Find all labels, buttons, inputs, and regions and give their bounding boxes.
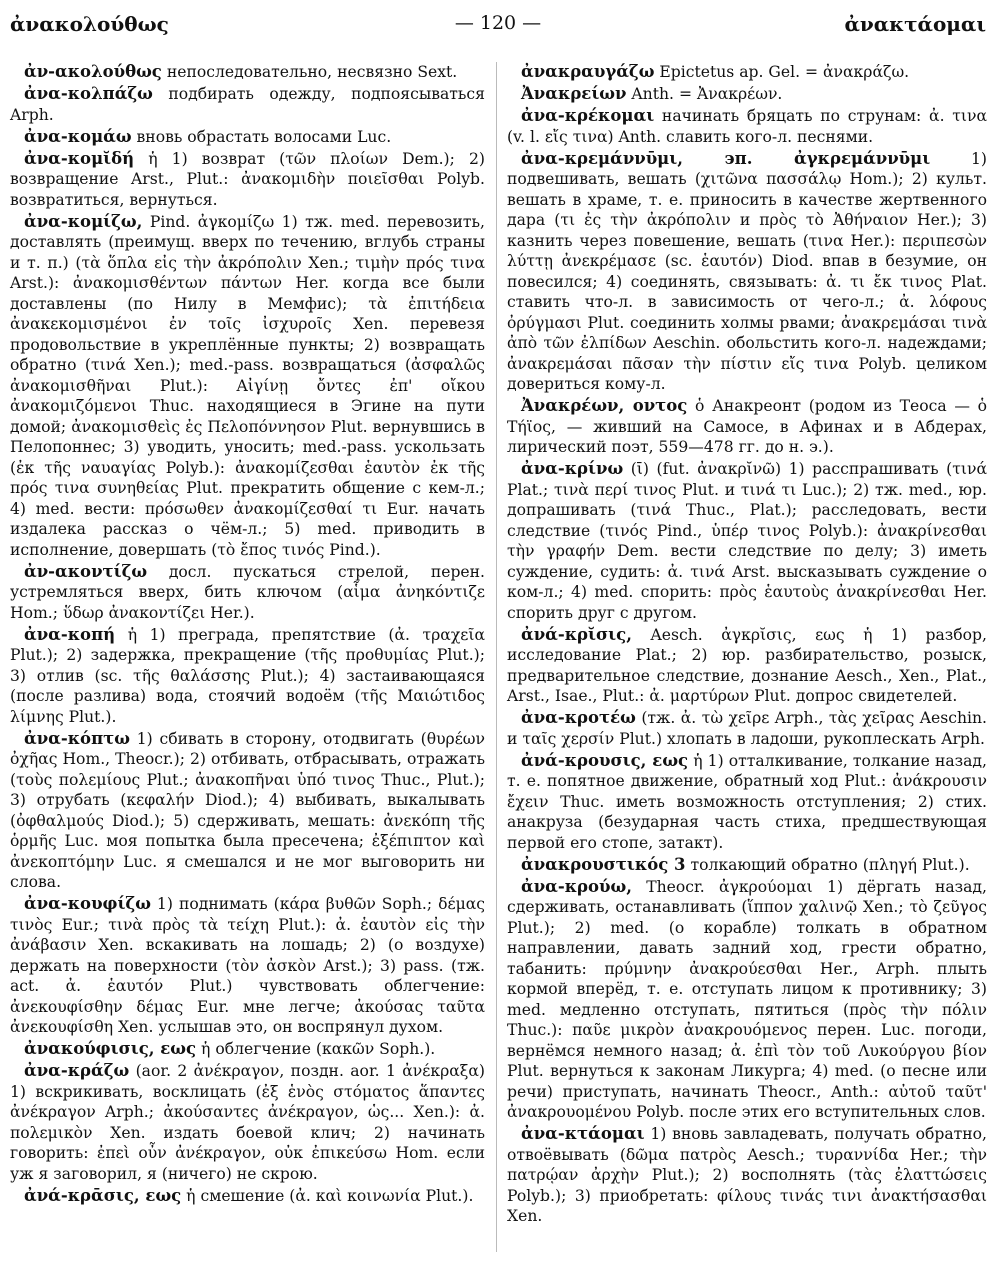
- dictionary-entry: [10, 1186, 485, 1207]
- entry-definition: вновь обрастать волосами Luc.: [131, 127, 392, 146]
- header-left-guide-word: ἀνακολούθως: [10, 12, 169, 36]
- dictionary-entry: [10, 1061, 485, 1184]
- entry-definition: толкающий обратно (πληγή Plut.).: [685, 855, 970, 874]
- entry-definition: 1) сбивать в сторону, отодвигать (θυρέων ὀχῆας Hom., Theocr.); 2) отбивать, отбрасывать, отражать (τοὺς πολεμίους Plut.; ἀνακοπῆναι ὑπό τινος Thuc., Plut.); 3) отрубать (κεφαλήν Diod.); 4) выбивать, выкалывать (ὀφθαλμούς Diod.); 5) сдерживать, мешать: ἀνεκόπη τῆς ὁρμῆς Luc. моя попытка была пресечена; ἐξέπιπτον καὶ ἀνεκοπτόμην Luc. я смешался и не мог выговорить ни слова.: [10, 729, 485, 891]
- dictionary-entry: [10, 212, 485, 561]
- dictionary-entry: [10, 149, 485, 211]
- entry-definition: Aesch. ἀγκρῐσις, εως ἡ 1) разбор, исследование Plat.; 2) юр. разбирательство, розыск, предварительное следствие, дознание Aesch., Xen., Plat., Arst., Isae., Plut.: ἀ. μαρτύρων Plut. допрос свидетелей.: [507, 625, 987, 705]
- entry-headword: ἀνα-κουφίζω: [24, 894, 151, 913]
- entry-definition: (тж. ἀ. τὼ χεῖρε Arph., τὰς χεῖρας Aeschin. и ταῖς χερσίν Plut.) хлопать в ладоши, рукоплескать Arph.: [507, 709, 987, 748]
- entry-headword: ἀνα-κομῐδή: [24, 148, 135, 168]
- entry-headword: ἀνακρουστικός 3: [521, 854, 686, 874]
- dictionary-entry: [10, 1039, 485, 1060]
- entry-definition: непоследовательно, несвязно Sext.: [161, 63, 458, 81]
- page-number: — 120 —: [454, 12, 542, 34]
- entry-headword: ἀνά-κρουσις, εως: [521, 750, 689, 770]
- entry-definition: ἡ 1) отталкивание, толкание назад, т. е. попятное движение, обратный ход Plut.: ἀνάκρουσιν ἔχειν Thuc. иметь возможность отступления; 2) стих. анакруза (безударная часть стиха, предшествующая первой его стопе, затакт).: [507, 751, 987, 852]
- entry-headword: ἀνα-κρεμάννῡμι, эп. ἀγκρεμάννῡμι: [521, 148, 931, 168]
- entry-definition: Pind. ἀγκομίζω 1) тж. med. перевозить, доставлять (преимущ. вверх по течению, вглубь страны и т. п.) (τὰ ὅπλα εἰς τὴν ἀκρόπολιν Xen.; τιμὴν πρός τινα Arst.): ἀνακομισθέντων πάντων Her. когда все были доставлены (по Нилу в Мемфис); τὰ ἐπιτήδεια ἀνακεκομισμένοι ἐν τοῖς ἰσχυροῖς Xen. перевезя продовольствие в укреплённые пункты; 2) возвращать обратно (τινά Xen.); med.-pass. возвращаться (ἀσφαλῶς ἀνακομισθῆναι Plut.): Αἰγίνῃ ὄντες ἐπ' οἴκου ἀνακομιζόμενοι Thuc. находящиеся в Эгине на пути домой; ἀνακομισθεὶς ἐς Πελοπόννησον Plut. вернувшись в Пелопоннес; 3) уводить, уносить; med.-pass. ускользать (ἐκ τῆς ναυαγίας Polyb.): ἀνακομίζεσθαι ἑαυτὸν ἐκ τῆς πρός τινα συνηθείας Plut. прекратить общение с кем-л.; 4) med. вести: πρόσωθεν ἀνακομίζεσθαί τι Eur. начать издалека рассказ о чём-л.; 5) med. приводить в исполнение, довершать (τὸ ἔπος τινός Pind.).: [10, 212, 485, 559]
- entry-definition: подбирать одежду, подпоясываться Arph.: [10, 85, 485, 124]
- entry-headword: ἀνακούφισις, εως: [24, 1039, 197, 1058]
- entry-headword: ἀνακραυγάζω: [521, 62, 655, 81]
- dictionary-entry: [10, 62, 485, 83]
- entry-headword: Ἀνακρείων: [521, 84, 627, 103]
- entry-definition: (aor. 2 ἀνέκραγον, поздн. aor. 1 ἀνέκραξα) 1) вскрикивать, восклицать (ἐξ ἑνὸς στόματος ἅπαντες ἀνέκραγον Arph.; ἀκούσαντες ἀνέκραγον, ὡς... Xen.): ἀ. πολεμικὸν Xen. издать боевой клич; 2) начинать говорить: ἐπεὶ οὖν ἀνέκραγον, οὐκ ἐπικεύσω Hom. если уж я заговорил, я (ничего) не скрою.: [10, 1062, 485, 1183]
- dictionary-entry: [10, 127, 485, 148]
- entry-headword: ἀνα-κτάομαι: [521, 1124, 645, 1143]
- dictionary-entry: [10, 562, 485, 624]
- dictionary-entry: [507, 62, 987, 83]
- dictionary-entry: [507, 708, 987, 749]
- entry-headword: ἀνα-κρέκομαι: [521, 106, 655, 125]
- header-right-guide-word: ἀνακτάομαι: [844, 12, 986, 36]
- entry-definition: ἡ 1) возврат (τῶν πλοίων Dem.); 2) возвращение Arst., Plut.: ἀνακομιδὴν ποιεῖσθαι Polyb. возвратиться, вернуться.: [10, 149, 485, 209]
- entry-definition: досл. пускаться стрелой, перен. устремляться вверх, бить ключом (αἷμα ἀνηκόντιζε Hom.; ὕδωρ ἀνακοντίζει Her.).: [10, 562, 485, 622]
- entry-headword: ἀν-ακοντίζω: [24, 561, 148, 581]
- entry-headword: ἀνα-κροτέω: [521, 708, 636, 727]
- column-divider: [496, 62, 497, 1252]
- entry-definition: Epictetus ap. Gel. = ἀνακράζω.: [654, 63, 910, 81]
- entry-definition: начинать бряцать по струнам: ἀ. τινα (v. l. εἴς τινα) Anth. славить кого-л. песнями.: [507, 107, 987, 146]
- entry-headword: ἀνα-κρίνω: [521, 459, 624, 478]
- dictionary-entry: [10, 729, 485, 893]
- dictionary-entry: [10, 625, 485, 728]
- dictionary-entry: [507, 877, 987, 1123]
- right-column: [507, 62, 987, 1228]
- entry-definition: ἡ облегчение (κακῶν Soph.).: [196, 1040, 436, 1058]
- dictionary-entry: [507, 149, 987, 395]
- entry-headword: ἀνα-κόπτω: [24, 728, 130, 748]
- dictionary-entry: [10, 84, 485, 125]
- dictionary-entry: [507, 396, 987, 458]
- entry-definition: (ῑ) (fut. ἀνακρῐνῶ) 1) расспрашивать (τινά Plat.; τινὰ περί τινος Plut. и τινά τι Luc.); 2) тж. med., юр. допрашивать (τινά Thuc., Plat.); расследовать, вести следствие (τινός Pind., ὑπέρ τινος Polyb.): ἀνακρίνεσθαι τὴν γραφήν Dem. вести следствие по делу; 3) иметь суждение, судить: ἀ. τινά Arst. высказывать суждение о ком-л.; 4) med. спорить: πρὸς ἑαυτοὺς ἀνακρίνεσθαι Her. спорить друг с другом.: [507, 460, 987, 622]
- entry-definition: 1) поднимать (κάρα βυθῶν Soph.; δέμας τινὸς Eur.; τινὰ πρὸς τὰ τείχη Plut.): ἀ. ἑαυτὸν εἰς τὴν ἀνάβασιν Xen. вскакивать на лошадь; 2) (о воздухе) держать на поверхности (τὸν ἀσκὸν Arst.); 3) pass. (тж. act. ἀ. ἑαυτόν Plut.) чувствовать облегчение: ἀνεκουφίσθην δέμας Eur. мне легче; ἀκούσας ταῦτα ἀνεκουφίσθη Xen. услышав это, он воспрянул духом.: [10, 895, 485, 1036]
- entry-definition: Anth. = Ἀνακρέων.: [626, 85, 783, 103]
- dictionary-entry: [507, 84, 987, 105]
- entry-headword: ἀνά-κρᾱσις, εως: [24, 1185, 182, 1205]
- dictionary-entry: [10, 894, 485, 1038]
- entry-definition: 1) подвешивать, вешать (χιτῶνα πασσάλῳ Hom.); 2) культ. вешать в храме, т. е. приносить в качестве жертвенного дара (τι ἐς τὴν ἀκρόπολιν и πρὸς τὸ Ἀθήναιον Her.); 3) казнить через повешение, вешать (τινα Her.): περιπεσὼν λύττῃ ἀνεκρέμασε (sc. ἑαυτόν) Diod. впав в безумие, он повесился; 4) соединять, связывать: ἀ. τι ἔκ τινος Plat. ставить что-л. в зависимость от чего-л.; ἀ. λόφους ὀρύγμασι Plut. соединить холмы рвами; ἀνακρεμάσαι τινὰ ἀπὸ τῶν ἐλπίδων Aeschin. обольстить кого-л. надеждами; ἀνακρεμάσαι πᾶσαν τὴν πίστιν εἴς τινα Polyb. целиком довериться кому-л.: [507, 149, 987, 393]
- left-column: [10, 62, 485, 1208]
- dictionary-entry: [507, 106, 987, 147]
- entry-headword: ἀνα-κοπή: [24, 624, 116, 644]
- dictionary-entry: [507, 751, 987, 854]
- entry-definition: ἡ 1) преграда, препятствие (ἀ. τραχεῖα Plut.); 2) задержка, прекращение (τῆς προθυμίας Plut.); 3) отлив (sc. τῆς θαλάσσης Plut.); 4) застаивающаяся (после разлива) вода, стоячий водоём (τῆς Μαιώτιδος λίμνης Plut.).: [10, 625, 485, 726]
- entry-headword: ἀν-ακολούθως: [24, 62, 162, 81]
- entry-headword: ἀνα-κολπάζω: [24, 84, 153, 103]
- entry-headword: ἀνά-κρῐσις,: [521, 624, 632, 644]
- dictionary-entry: [507, 625, 987, 707]
- entry-headword: ἀνα-κομίζω,: [24, 211, 143, 231]
- page-header: [10, 12, 986, 42]
- entry-headword: ἀνα-κράζω: [24, 1061, 130, 1080]
- dictionary-entry: [507, 855, 987, 876]
- entry-definition: ἡ смешение (ἀ. καὶ κοινωνία Plut.).: [181, 1186, 474, 1205]
- dictionary-entry: [507, 459, 987, 623]
- entry-definition: ὁ Анакреонт (родом из Теоса — ὁ Τήϊος, — живший на Самосе, в Афинах и в Абдерах, лирический поэт, 559—478 гг. до н. э.).: [507, 397, 988, 456]
- entry-headword: Ἀνακρέων, οντος: [521, 396, 688, 415]
- entry-headword: ἀνα-κρούω,: [521, 876, 632, 896]
- entry-definition: Theocr. ἀγκρούομαι 1) дёргать назад, сдерживать, останавливать (ἵππον χαλινῷ Xen.; τὸ ζεῦγος Plut.); 2) med. (о корабле) толкать в обратном направлении, давать задний ход, грести обратно, табанить: πρύμνην ἀνακρούεσθαι Her., Arph. плыть кормой вперёд, т. е. отступать лицом к противнику; 3) med. медленно отступать, пятиться (πρὸς τὴν πόλιν Thuc.): παῦε μικρὸν ἀνακρουόμενος перен. Luc. погоди, вернёмся немного назад; ἀ. ἐπὶ τὸν τοῦ Λυκούργου βίον Plut. вернуться к законам Ликурга; 4) med. (о песне или речи) приступать, начинать Theocr., Anth.: αὐτοῦ ταῦτ' ἀνακρουομένου Polyb. после этих его вступительных слов.: [507, 877, 987, 1121]
- entry-headword: ἀνα-κομάω: [24, 126, 132, 146]
- entry-definition: 1) вновь завладевать, получать обратно, отвоёвывать (δῶμα πατρὸς Aesch.; τυραννίδα Her.; τὴν πατρῴαν ἀρχὴν Plut.); 2) восполнять (τὰς ἐλαττώσεις Polyb.); 3) приобретать: φίλους τινάς τινι ἀνακτήσασθαι Xen.: [507, 1125, 987, 1225]
- dictionary-entry: [507, 1124, 987, 1227]
